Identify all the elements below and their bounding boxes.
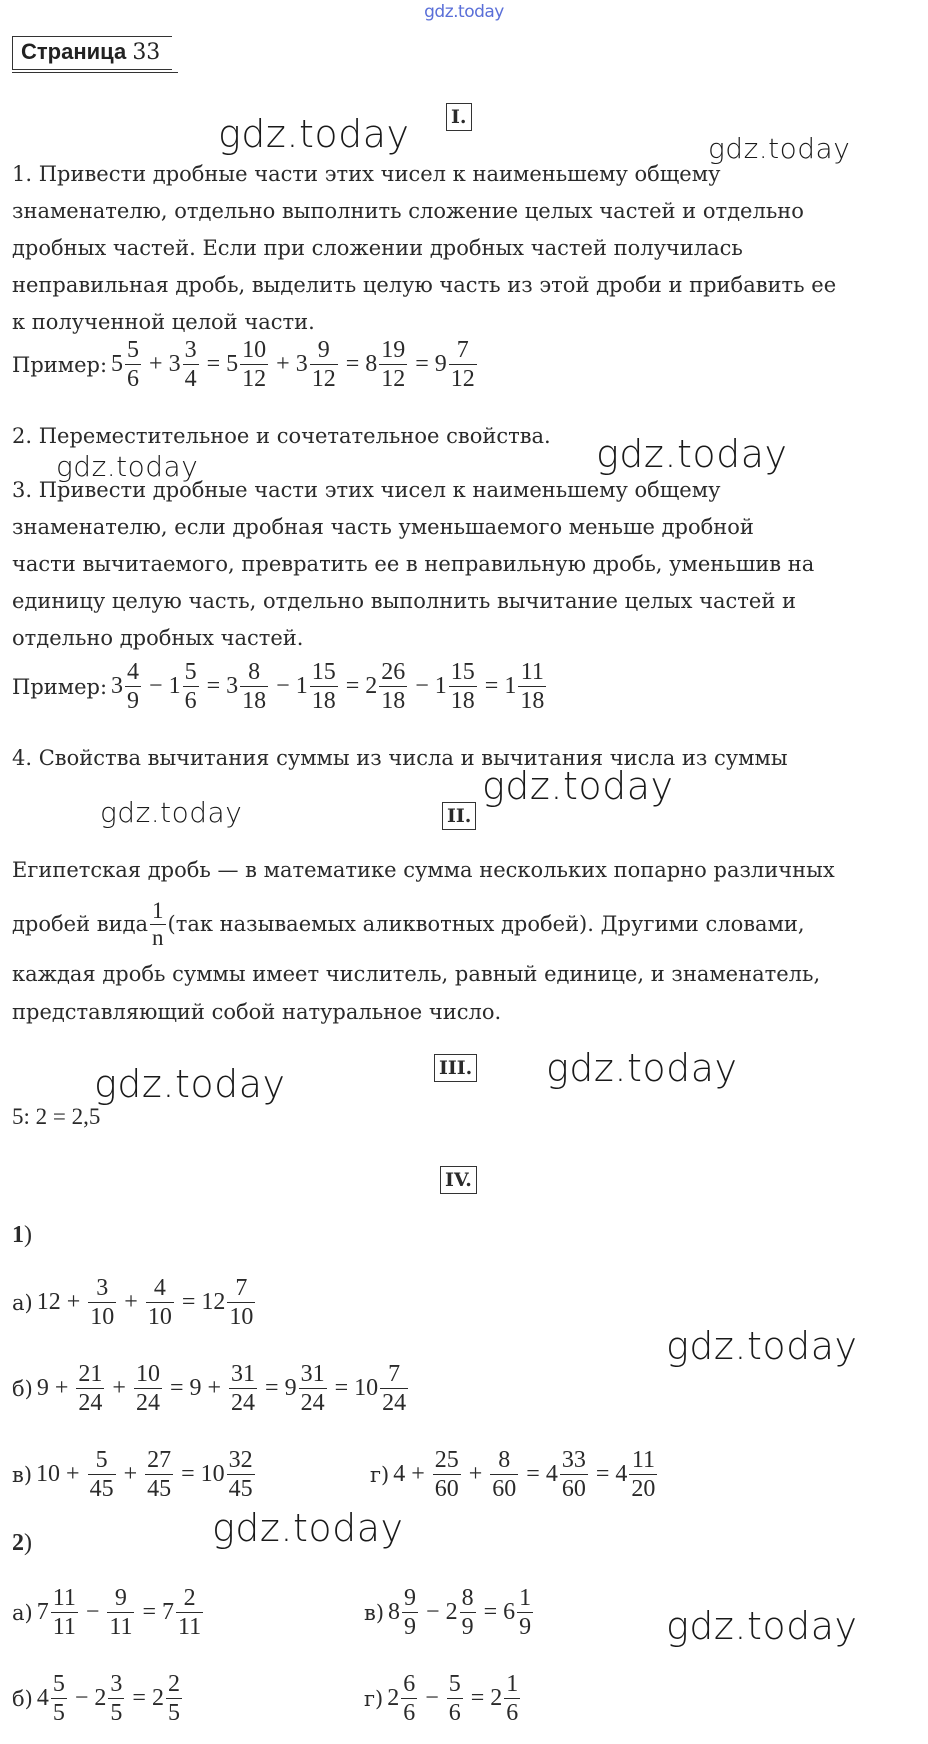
fraction-numerator: 21: [78, 1361, 103, 1387]
fraction: [166, 1670, 182, 1727]
equation-label: в): [12, 1462, 33, 1487]
equation-1b: [12, 1360, 410, 1417]
text-fragment: дробей вида: [12, 912, 149, 936]
fraction-denominator: 45: [89, 1476, 114, 1502]
math-operator: =: [132, 1685, 146, 1711]
fraction-denominator: 24: [382, 1390, 407, 1416]
fraction-denominator: 6: [127, 366, 140, 392]
fraction: [227, 1274, 255, 1331]
fraction-numerator: 5: [95, 1447, 108, 1473]
part-3-answer: 5: 2 = 2,5: [12, 1104, 101, 1129]
fraction: [88, 1274, 116, 1331]
watermark: gdz.today: [94, 1062, 286, 1106]
whole-number: 7: [162, 1599, 175, 1625]
fraction: [240, 336, 268, 393]
math-operator: =: [526, 1461, 540, 1487]
fraction-denominator: 11: [52, 1614, 76, 1640]
egyptian-line-4: представляющий собой натуральное число.: [12, 1000, 502, 1024]
whole-number: 4: [36, 1685, 49, 1711]
fraction: [183, 658, 199, 715]
fraction-denominator: 24: [135, 1390, 160, 1416]
watermark: gdz.today: [56, 450, 199, 483]
math-operator: =: [142, 1599, 157, 1625]
fraction-denominator: 11: [178, 1614, 202, 1640]
whole-number: 2: [387, 1685, 400, 1711]
whole-number: 10: [354, 1375, 379, 1401]
fraction-denominator: 45: [228, 1476, 253, 1502]
fraction: [108, 1670, 124, 1727]
fraction-numerator: 7: [388, 1361, 401, 1387]
watermark: gdz.today: [482, 764, 674, 808]
page-number: 33: [132, 40, 161, 65]
equation-label: а): [12, 1600, 33, 1625]
equation-label: г): [370, 1462, 390, 1487]
fraction-numerator: 8: [461, 1585, 474, 1611]
fraction-numerator: 25: [434, 1447, 459, 1473]
fraction: [433, 1446, 461, 1503]
fraction: [449, 658, 477, 715]
fraction: [380, 1360, 408, 1417]
fraction-denominator: n: [152, 925, 164, 950]
math-operator: +: [54, 1375, 69, 1401]
fraction-numerator: 8: [498, 1447, 511, 1473]
fraction: [518, 658, 546, 715]
fraction: [145, 1446, 173, 1503]
fraction: [490, 1446, 518, 1503]
watermark: gdz.today: [708, 132, 851, 165]
fraction-denominator: 10: [147, 1304, 172, 1330]
fraction-numerator: 7: [456, 337, 469, 363]
fraction-denominator: 24: [78, 1390, 103, 1416]
item-2-text: 2. Переместительное и сочетательное свойства.: [12, 424, 551, 448]
fraction-numerator: 3: [96, 1275, 109, 1301]
whole-number: 2: [445, 1599, 458, 1625]
fraction: [447, 1670, 463, 1727]
fraction-numerator: 31: [300, 1361, 325, 1387]
page-label: Страница: [21, 39, 127, 64]
fraction-denominator: 24: [231, 1390, 256, 1416]
whole-number: 9: [434, 351, 447, 377]
example-label: Пример:: [12, 352, 108, 377]
fraction-denominator: 11: [109, 1614, 133, 1640]
whole-number: 6: [503, 1599, 516, 1625]
whole-number: 12: [201, 1289, 226, 1315]
fraction-denominator: 20: [631, 1476, 656, 1502]
fraction: [107, 1584, 134, 1641]
math-operator: −: [276, 673, 290, 699]
equation-label: б): [12, 1686, 33, 1711]
fraction-numerator: 9: [404, 1585, 417, 1611]
text-line: дробных частей. Если при сложении дробных частей получилась: [12, 236, 743, 260]
math-operator: =: [334, 1375, 349, 1401]
fraction-numerator: 5: [184, 659, 197, 685]
example-2: [12, 658, 548, 715]
fraction: [401, 1670, 417, 1727]
text-fragment: (так называемых аликвотных дробей). Другими словами,: [167, 912, 805, 936]
equation-label: г): [364, 1686, 384, 1711]
watermark: gdz.today: [666, 1324, 858, 1368]
fraction-numerator: 26: [381, 659, 406, 685]
math-operator: +: [411, 1461, 425, 1487]
fraction-numerator: 11: [631, 1447, 655, 1473]
fraction-numerator: 1: [506, 1671, 519, 1697]
fraction-denominator: 6: [448, 1700, 461, 1726]
text-line: отдельно дробных частей.: [12, 626, 304, 650]
watermark: gdz.today: [546, 1046, 738, 1090]
fraction-numerator: 8: [248, 659, 261, 685]
fraction: [88, 1446, 116, 1503]
math-operator: =: [265, 1375, 279, 1401]
fraction-denominator: 10: [90, 1304, 115, 1330]
fraction-denominator: 5: [52, 1700, 65, 1726]
equation-label: б): [12, 1376, 33, 1401]
fraction-numerator: 11: [520, 659, 544, 685]
fraction-numerator: 2: [183, 1585, 196, 1611]
fraction: [299, 1360, 327, 1417]
equation-label: а): [12, 1290, 33, 1315]
fraction-1-n: [150, 898, 166, 951]
fraction: [379, 336, 407, 393]
item-3-text: [12, 472, 814, 657]
text-line: знаменателю, отдельно выполнить сложение целых частей и отдельно: [12, 199, 804, 223]
fraction-denominator: 4: [184, 366, 197, 392]
fraction-numerator: 11: [52, 1585, 76, 1611]
fraction: [460, 1584, 476, 1641]
whole-number: 3: [226, 673, 239, 699]
page-title: [12, 36, 172, 70]
whole-number: 4: [393, 1461, 406, 1487]
fraction: [125, 658, 141, 715]
text-line: 1. Привести дробные части этих чисел к наименьшему общему: [12, 162, 721, 186]
fraction: [51, 1584, 78, 1641]
whole-number: 5: [226, 351, 239, 377]
example-label: Пример:: [12, 674, 108, 699]
math-operator: =: [345, 351, 360, 377]
fraction-denominator: 12: [381, 366, 406, 392]
whole-number: 10: [200, 1461, 225, 1487]
fraction: [134, 1360, 162, 1417]
text-line: 3. Привести дробные части этих чисел к наименьшему общему: [12, 478, 721, 502]
example-1: [12, 336, 479, 393]
whole-number: 1: [504, 673, 517, 699]
math-operator: +: [66, 1289, 81, 1315]
fraction-denominator: 45: [147, 1476, 172, 1502]
whole-number: 4: [545, 1461, 558, 1487]
fraction: [176, 1584, 203, 1641]
fraction: [560, 1446, 588, 1503]
math-operator: +: [112, 1375, 126, 1401]
fraction-numerator: 4: [127, 659, 140, 685]
math-operator: +: [149, 351, 163, 377]
math-operator: =: [169, 1375, 184, 1401]
math-operator: =: [470, 1685, 485, 1711]
fraction-numerator: 15: [311, 659, 336, 685]
fraction-denominator: 60: [492, 1476, 517, 1502]
watermark: gdz.today: [212, 1506, 404, 1550]
equation-2v: [364, 1584, 535, 1641]
fraction-numerator: 7: [235, 1275, 248, 1301]
fraction-denominator: 12: [242, 366, 267, 392]
text-line: к полученной целой части.: [12, 310, 315, 334]
fraction-numerator: 5: [127, 337, 140, 363]
fraction-numerator: 4: [153, 1275, 166, 1301]
whole-number: 1: [168, 673, 181, 699]
fraction-denominator: 5: [167, 1700, 180, 1726]
subtask-label-part: 2: [12, 1530, 24, 1556]
section-3-label: III.: [434, 1054, 477, 1082]
whole-number: 3: [111, 673, 124, 699]
fraction-numerator: 31: [231, 1361, 256, 1387]
equation-2b: [12, 1670, 184, 1727]
whole-number: 3: [295, 351, 308, 377]
fraction-denominator: 60: [434, 1476, 459, 1502]
item-4-text: 4. Свойства вычитания суммы из числа и вычитания числа из суммы: [12, 746, 788, 770]
fraction-denominator: 9: [404, 1614, 417, 1640]
fraction: [449, 336, 477, 393]
text-line: части вычитаемого, превратить ее в неправильную дробь, уменьшив на: [12, 552, 815, 576]
whole-number: 1: [295, 673, 308, 699]
math-operator: =: [181, 1461, 195, 1487]
watermark: gdz.today: [218, 112, 410, 156]
whole-number: 5: [111, 351, 124, 377]
fraction: [125, 336, 141, 393]
watermark: gdz.today: [596, 432, 788, 476]
fraction-denominator: 10: [229, 1304, 254, 1330]
whole-number: 9: [284, 1375, 297, 1401]
math-operator: =: [345, 673, 360, 699]
equation-1v: [12, 1446, 257, 1503]
whole-number: 9: [36, 1375, 49, 1401]
fraction-numerator: 3: [110, 1671, 123, 1697]
math-operator: =: [595, 1461, 610, 1487]
fraction-numerator: 1: [519, 1585, 532, 1611]
fraction-numerator: 10: [242, 337, 267, 363]
fraction-denominator: 18: [520, 688, 545, 714]
math-operator: +: [207, 1375, 222, 1401]
fraction-numerator: 32: [228, 1447, 253, 1473]
whole-number: 12: [36, 1289, 61, 1315]
whole-number: 8: [365, 351, 378, 377]
fraction: [183, 336, 199, 393]
fraction: [629, 1446, 657, 1503]
fraction-denominator: 18: [381, 688, 406, 714]
equation-2g: [364, 1670, 522, 1727]
fraction-denominator: 9: [127, 688, 140, 714]
egyptian-line-1: Египетская дробь — в математике сумма нескольких попарно различных: [12, 858, 835, 882]
text-line: единицу целую часть, отдельно выполнить вычитание целых частей и: [12, 589, 797, 613]
whole-number: 8: [388, 1599, 401, 1625]
fraction-denominator: 18: [311, 688, 336, 714]
math-operator: −: [149, 673, 163, 699]
math-operator: =: [415, 351, 429, 377]
fraction-numerator: 10: [135, 1361, 160, 1387]
math-operator: =: [181, 1289, 196, 1315]
fraction: [517, 1584, 533, 1641]
whole-number: 2: [365, 673, 378, 699]
math-operator: =: [483, 1599, 498, 1625]
fraction: [310, 336, 338, 393]
fraction-denominator: 6: [403, 1700, 416, 1726]
fraction: [504, 1670, 520, 1727]
watermark: gdz.today: [666, 1604, 858, 1648]
math-operator: +: [276, 351, 290, 377]
section-1-label: I.: [446, 103, 472, 131]
math-operator: −: [74, 1685, 89, 1711]
egyptian-line-2: [12, 898, 805, 951]
section-4-label: IV.: [440, 1166, 477, 1194]
math-operator: +: [468, 1461, 483, 1487]
math-operator: =: [206, 673, 221, 699]
whole-number: 2: [490, 1685, 503, 1711]
math-operator: −: [85, 1599, 100, 1625]
fraction-denominator: 18: [450, 688, 475, 714]
fraction: [379, 658, 407, 715]
egyptian-line-3: каждая дробь суммы имеет числитель, равный единице, и знаменатель,: [12, 962, 821, 986]
math-operator: +: [66, 1461, 80, 1487]
fraction-numerator: 5: [448, 1671, 461, 1697]
math-operator: +: [124, 1289, 138, 1315]
fraction: [146, 1274, 174, 1331]
subtask-label-part: ): [24, 1530, 32, 1556]
math-operator: −: [415, 673, 429, 699]
equation-1a: [12, 1274, 257, 1331]
equation-1g: [370, 1446, 659, 1503]
math-operator: =: [484, 673, 499, 699]
whole-number: 4: [615, 1461, 628, 1487]
fraction-numerator: 1: [152, 898, 164, 923]
math-operator: =: [206, 351, 221, 377]
math-operator: −: [426, 1599, 440, 1625]
fraction: [51, 1670, 67, 1727]
math-operator: −: [425, 1685, 439, 1711]
whole-number: 3: [168, 351, 181, 377]
fraction-denominator: 9: [461, 1614, 474, 1640]
fraction-denominator: 24: [300, 1390, 325, 1416]
subtask-label-part: ): [24, 1222, 32, 1248]
whole-number: 2: [94, 1685, 107, 1711]
math-operator: +: [123, 1461, 138, 1487]
page-title-underline: [12, 72, 178, 73]
section-2-label: II.: [442, 802, 476, 830]
text-line: знаменателю, если дробная часть уменьшаемого меньше дробной: [12, 515, 754, 539]
fraction: [402, 1584, 418, 1641]
fraction-numerator: 2: [167, 1671, 180, 1697]
fraction-denominator: 9: [519, 1614, 532, 1640]
equation-label: в): [364, 1600, 385, 1625]
subtask-1-label: [12, 1222, 32, 1249]
whole-number: 9: [189, 1375, 202, 1401]
fraction-denominator: 12: [311, 366, 336, 392]
site-header[interactable]: gdz.today: [424, 2, 504, 22]
fraction-numerator: 6: [403, 1671, 416, 1697]
fraction-denominator: 6: [184, 688, 197, 714]
fraction: [229, 1360, 257, 1417]
fraction-numerator: 27: [147, 1447, 172, 1473]
fraction-denominator: 6: [506, 1700, 519, 1726]
fraction-numerator: 5: [52, 1671, 65, 1697]
whole-number: 7: [36, 1599, 49, 1625]
fraction-denominator: 60: [561, 1476, 586, 1502]
watermark: gdz.today: [100, 796, 243, 829]
fraction: [240, 658, 268, 715]
item-1-text: [12, 156, 836, 341]
fraction-denominator: 5: [110, 1700, 123, 1726]
fraction-numerator: 3: [184, 337, 197, 363]
fraction: [310, 658, 338, 715]
fraction: [76, 1360, 104, 1417]
fraction-numerator: 9: [317, 337, 330, 363]
whole-number: 2: [151, 1685, 164, 1711]
subtask-label-part: 1: [12, 1222, 24, 1248]
fraction-numerator: 9: [114, 1585, 127, 1611]
fraction-numerator: 19: [381, 337, 406, 363]
fraction-denominator: 12: [450, 366, 475, 392]
whole-number: 10: [36, 1461, 61, 1487]
equation-2a: [12, 1584, 205, 1641]
whole-number: 1: [434, 673, 447, 699]
subtask-2-label: [12, 1530, 32, 1557]
fraction-denominator: 18: [242, 688, 267, 714]
fraction-numerator: 33: [561, 1447, 586, 1473]
fraction-numerator: 15: [450, 659, 475, 685]
fraction: [227, 1446, 255, 1503]
text-line: неправильная дробь, выделить целую часть из этой дроби и прибавить ее: [12, 273, 837, 297]
